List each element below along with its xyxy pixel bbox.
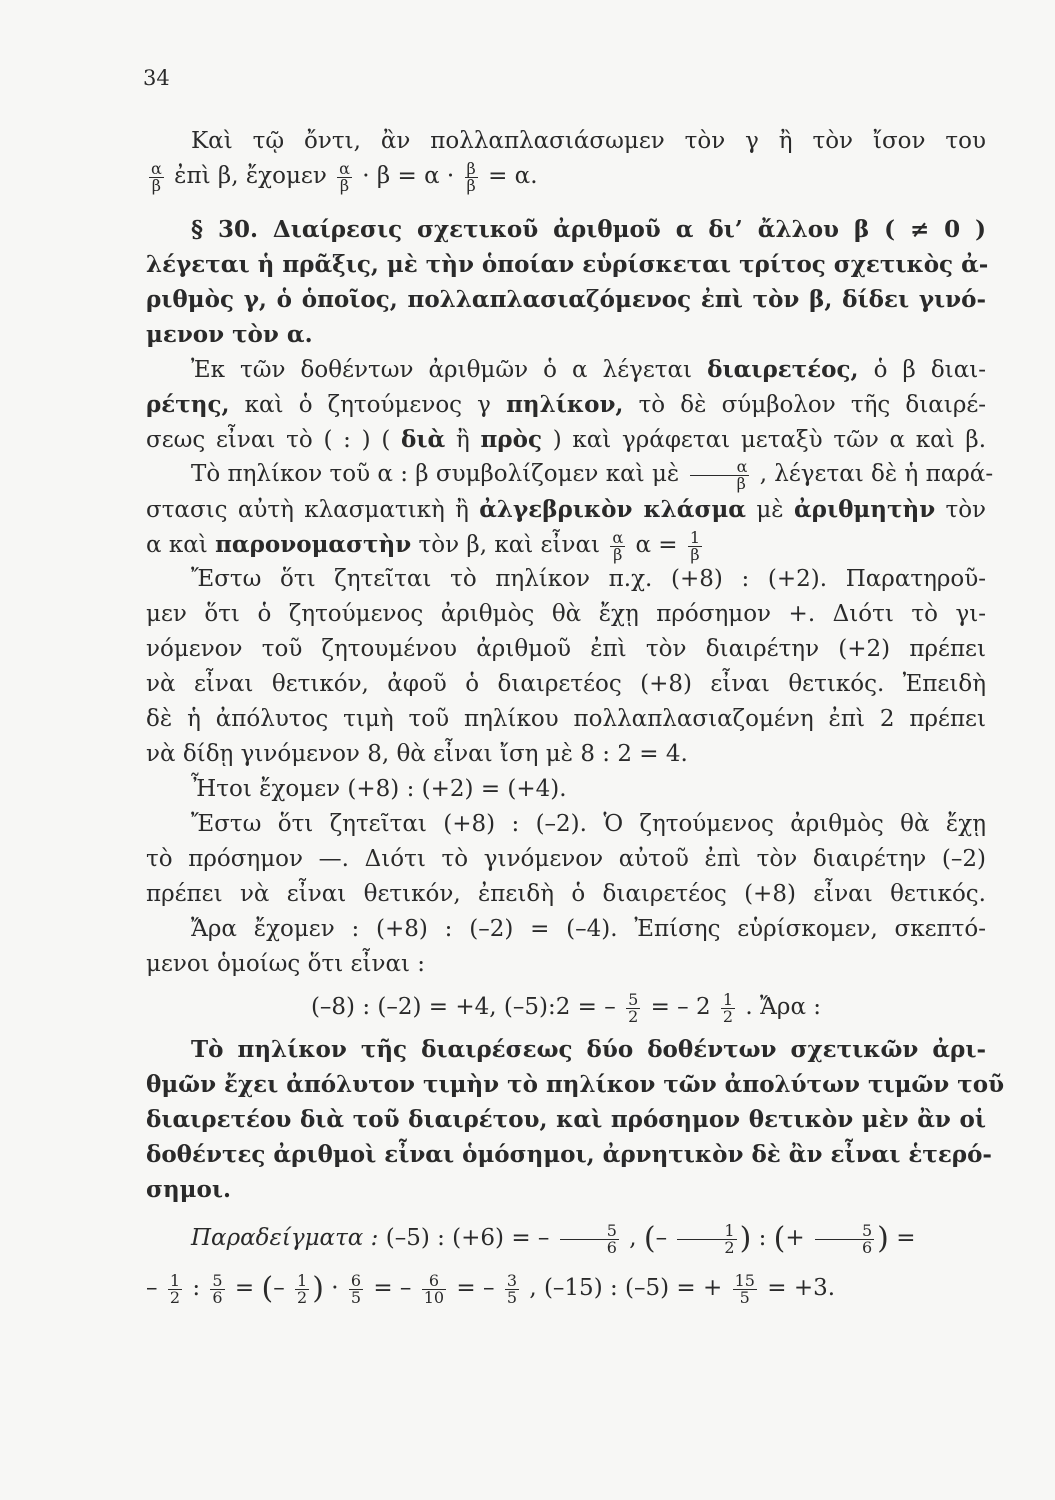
fraction: $\frac{1}{2}$ xyxy=(169,1270,180,1307)
equation-line: (–8) : (–2) = +4, (–5):2 = – $\frac{5}{2}$ = – 2 $\frac{1}{2}$ . Ἄρα : xyxy=(310,989,822,1026)
fraction: $\frac{\beta}{\beta}$ xyxy=(466,158,476,195)
section-30-heading: § 30. Διαίρεσις σχετικοῦ ἀριθμοῦ α δι’ ἄλλου β ( ≠ 0 ) xyxy=(191,216,986,243)
example-2-line: Ἄρα ἔχομεν : (+8) : (–2) = (–4). Ἐπίσης εὑρίσκομεν, σκεπτό- xyxy=(191,916,986,942)
terms-line-2: ρέτης, καὶ ὁ ζητούμενος γ πηλίκον, τὸ δὲ σύμβολον τῆς διαιρέ- xyxy=(146,391,987,418)
fraction: $\frac{1}{2}$ xyxy=(677,1223,736,1256)
section-30-line: λέγεται ἡ πρᾶξις, μὲ τὴν ὁποίαν εὑρίσκεται τρίτος σχετικὸς ἀ- xyxy=(146,251,989,278)
example-1-line: νὰ δίδῃ γινόμενον 8, θὰ εἶναι ἴση μὲ 8 : 2 = 4. xyxy=(146,741,688,767)
fraction: $\frac{\alpha}{\beta}$ xyxy=(612,527,624,564)
example-2-line: πρέπει νὰ εἶναι θετικόν, ἐπειδὴ ὁ διαιρετέος (+8) εἶναι θετικός. xyxy=(146,881,986,907)
rule-line: Τὸ πηλίκον τῆς διαιρέσεως δύο δοθέντων σχετικῶν ἀρι- xyxy=(191,1036,986,1063)
fraction: $\frac{15}{5}$ xyxy=(734,1270,755,1307)
fraction: $\frac{3}{5}$ xyxy=(506,1270,518,1307)
example-1-line: δὲ ἡ ἀπόλυτος τιμὴ τοῦ πηλίκου πολλαπλασιαζομένη ἐπὶ 2 πρέπει xyxy=(146,706,986,732)
example-1-line: νὰ εἶναι θετικόν, ἀφοῦ ὁ διαιρετέος (+8) εἶναι θετικός. Ἐπειδὴ xyxy=(146,671,986,697)
example-1-line: Ἦτοι ἔχομεν (+8) : (+2) = (+4). xyxy=(191,776,567,802)
intro-line-2: $\frac{\alpha}{\beta}$ ἐπὶ β, ἔχομεν $\frac{\alpha}{\beta}$ · β = α · $\frac{\beta}{\beta}$ = α. xyxy=(151,158,538,195)
examples-line: Παραδείγματα : (–5) : (+6) = – $\frac{5}{6}$ , (– $\frac{1}{2}$ ) : (+ $\frac{5}{6}$ ) = xyxy=(191,1220,916,1257)
fraction: $\frac{5}{2}$ xyxy=(628,989,639,1026)
fraction: $\frac{\alpha}{\beta}$ xyxy=(339,158,350,195)
quotient-line-3: α καὶ παρονομαστὴν τὸν β, καὶ εἶναι $\frac{\alpha}{\beta}$ α = $\frac{1}{\beta}$ xyxy=(146,527,701,564)
page-number: 34 xyxy=(143,66,170,90)
rule-line: δοθέντες ἀριθμοὶ εἶναι ὁμόσημοι, ἀρνητικὸν δὲ ἂν εἶναι ἑτερό- xyxy=(146,1141,992,1168)
fraction: $\frac{6}{5}$ xyxy=(350,1270,362,1307)
example-1-line: Ἔστω ὅτι ζητεῖται τὸ πηλίκον π.χ. (+8) : (+2). Παρατηροῦ- xyxy=(191,566,986,592)
example-1-line: νόμενον τοῦ ζητουμένου ἀριθμοῦ ἐπὶ τὸν διαιρέτην (+2) πρέπει xyxy=(146,636,986,662)
terms-line-1: Ἐκ τῶν δοθέντων ἀριθμῶν ὁ α λέγεται διαιρετέος, ὁ β διαι- xyxy=(191,356,987,383)
fraction: $\frac{1}{2}$ xyxy=(297,1270,308,1307)
examples-label: Παραδείγματα : xyxy=(191,1225,379,1251)
intro-line-1: Καὶ τῷ ὄντι, ἂν πολλαπλασιάσωμεν τὸν γ ἢ τὸν ἴσον του xyxy=(191,128,986,154)
example-1-line: μεν ὅτι ὁ ζητούμενος ἀριθμὸς θὰ ἔχῃ πρόσημον +. Διότι τὸ γι- xyxy=(146,601,986,627)
fraction: $\frac{1}{2}$ xyxy=(722,989,734,1026)
example-2-line: Ἔστω ὅτι ζητεῖται (+8) : (–2). Ὁ ζητούμενος ἀριθμὸς θὰ ἔχῃ xyxy=(191,811,986,837)
rule-line: διαιρετέου διὰ τοῦ διαιρέτου, καὶ πρόσημον θετικὸν μὲν ἂν οἱ xyxy=(146,1106,986,1133)
example-2-line: μενοι ὁμοίως ὅτι εἶναι : xyxy=(146,951,426,977)
terms-line-3: σεως εἶναι τὸ ( : ) ( διὰ ἢ πρὸς ) καὶ γράφεται μεταξὺ τῶν α καὶ β. xyxy=(146,426,987,453)
quotient-line-1: Τὸ πηλίκον τοῦ α : β συμβολίζομεν καὶ μὲ $\frac{\alpha}{\beta}$ , λέγεται δὲ ἡ παρά- xyxy=(191,456,994,493)
fraction: $\frac{\alpha}{\beta}$ xyxy=(690,459,750,492)
example-2-line: τὸ πρόσημον —. Διότι τὸ γινόμενον αὐτοῦ ἐπὶ τὸν διαιρέτην (–2) xyxy=(146,846,986,872)
fraction: $\frac{1}{\beta}$ xyxy=(689,527,701,564)
rule-line: θμῶν ἔχει ἀπόλυτον τιμὴν τὸ πηλίκον τῶν ἀπολύτων τιμῶν τοῦ xyxy=(146,1071,1005,1098)
section-30-line: ριθμὸς γ, ὁ ὁποῖος, πολλαπλασιαζόμενος ἐπὶ τὸν β, δίδει γινό- xyxy=(146,286,986,313)
fraction: $\frac{5}{6}$ xyxy=(560,1223,619,1256)
fraction: $\frac{6}{10}$ xyxy=(423,1270,445,1307)
fraction: $\frac{5}{6}$ xyxy=(815,1223,874,1256)
fraction: $\frac{\alpha}{\beta}$ xyxy=(151,158,162,195)
examples-result-line: – $\frac{1}{2}$ : $\frac{5}{6}$ = (– $\frac{1}{2}$ ) · $\frac{6}{5}$ = – $\frac{6}{10}$ = – $\frac{3}{5}$ , (–15) : (–5) = + $\frac{15}{5}$ = +3. xyxy=(146,1270,836,1307)
section-30-line: μενον τὸν α. xyxy=(146,321,313,348)
fraction: $\frac{5}{6}$ xyxy=(212,1270,223,1307)
rule-line: σημοι. xyxy=(146,1176,231,1203)
page-body xyxy=(146,124,1005,1313)
quotient-line-2: στασις αὐτὴ κλασματικὴ ἢ ἀλγεβρικὸν κλάσμα μὲ ἀριθμητὴν τὸν xyxy=(146,496,987,523)
